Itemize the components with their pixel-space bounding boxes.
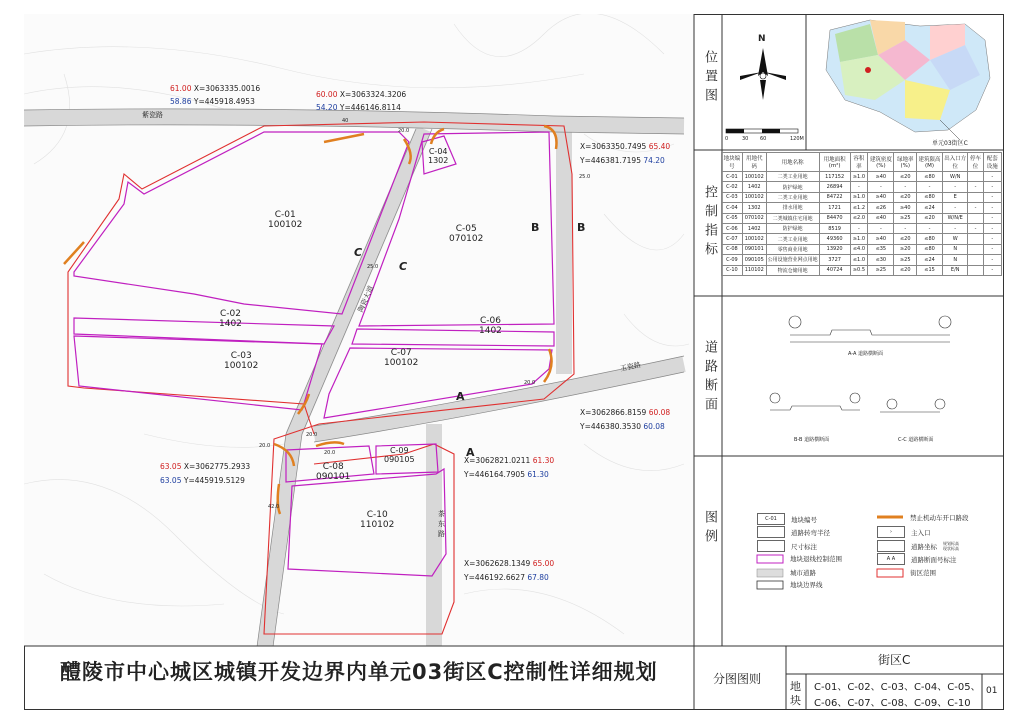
table-cell: C-10 <box>722 265 743 275</box>
table-cell: - <box>850 223 868 233</box>
block-label-c08: C-08 090101 <box>316 462 351 482</box>
table-cell: - <box>850 182 868 192</box>
table-cell: - <box>983 234 1001 244</box>
table-cell: 40724 <box>819 265 850 275</box>
table-cell: 防护绿地 <box>766 182 819 192</box>
table-header-cell: 建筑密度(%) <box>868 153 894 172</box>
table-cell: - <box>983 223 1001 233</box>
table-cell: ≤80 <box>917 172 943 182</box>
dim-label: 40 <box>342 118 349 124</box>
table-cell: ≥20 <box>894 244 917 254</box>
table-cell: W/N/E <box>942 213 968 223</box>
table-cell: ≤30 <box>868 255 894 265</box>
panel-title-location: 位置图 <box>702 50 717 107</box>
table-cell <box>968 213 983 223</box>
table-cell: 防护绿地 <box>766 223 819 233</box>
table-cell: 零售商业用地 <box>766 244 819 254</box>
coord-label-1: 61.00 X=3063335.0016 58.86 Y=445918.4953 <box>170 84 261 106</box>
block-label-c03: C-03 100102 <box>224 351 259 371</box>
table-row <box>722 203 1002 213</box>
table-cell: 公用设施营业网点用地 <box>766 255 819 265</box>
coord-label-6: 63.05 X=3062775.2933 63.05 Y=445919.5129 <box>160 462 251 485</box>
table-cell: ≤24 <box>917 203 943 213</box>
table-cell: 排水用地 <box>766 203 819 213</box>
table-cell: N <box>942 244 968 254</box>
table-cell: - <box>917 223 943 233</box>
table-header-cell: 绿地率(%) <box>894 153 917 172</box>
table-cell <box>968 234 983 244</box>
table-cell: - <box>942 203 968 213</box>
table-header-cell: 用地面积(m²) <box>819 153 850 172</box>
table-cell: W <box>942 234 968 244</box>
table-cell: ≤24 <box>917 255 943 265</box>
table-cell: C-02 <box>722 182 743 192</box>
table-cell: 84470 <box>819 213 850 223</box>
table-cell: ≥1.0 <box>850 172 868 182</box>
coord-label-5: X=3062821.0211 61.30 Y=446164.7905 61.30 <box>464 456 555 479</box>
dim-label: 20.0 <box>398 128 410 134</box>
table-cell: ≥1.0 <box>850 192 868 202</box>
table-cell: 8519 <box>819 223 850 233</box>
table-cell: W/N <box>942 172 968 182</box>
coord-label-7: X=3062628.1349 65.00 Y=446192.6627 67.80 <box>464 559 555 582</box>
table-cell: ≤15 <box>917 265 943 275</box>
section-mark-a1: A <box>456 390 465 403</box>
table-cell: C-09 <box>722 255 743 265</box>
block-label-c05: C-05 070102 <box>449 224 484 244</box>
section-caption-bb: B-B 道路横断面 <box>794 437 830 443</box>
table-cell: 13920 <box>819 244 850 254</box>
block-index-line1: C-01、C-02、C-03、C-04、C-05、 <box>814 682 981 693</box>
table-cell: ≥40 <box>868 234 894 244</box>
table-cell: - <box>942 182 968 192</box>
section-mark-c1: C <box>354 246 363 259</box>
table-cell: C-05 <box>722 213 743 223</box>
coord-label-3: X=3063350.7495 65.40 Y=446381.7195 74.20 <box>580 142 671 165</box>
legend-item: 禁止机动车开口路段 <box>910 514 969 522</box>
table-cell: ≤2.0 <box>850 213 868 223</box>
table-cell: - <box>917 182 943 192</box>
dim-label: 20.0 <box>524 380 536 386</box>
table-cell: - <box>868 182 894 192</box>
table-cell: ≥40 <box>868 192 894 202</box>
table-cell: 物流仓储用地 <box>766 265 819 275</box>
section-mark-a2: A <box>466 446 475 459</box>
table-cell: - <box>983 255 1001 265</box>
legend-item: 街区范围 <box>910 569 936 577</box>
table-row <box>722 234 1002 244</box>
table-cell: - <box>968 223 983 233</box>
block-label-c09: C-09 090105 <box>384 446 415 464</box>
table-cell: ≤35 <box>868 244 894 254</box>
table-cell: ≥25 <box>868 265 894 275</box>
table-cell: ≤20 <box>894 192 917 202</box>
table-cell: 090101 <box>742 244 766 254</box>
table-row <box>722 255 1002 265</box>
legend-item: C-01 地块编号 <box>757 513 817 525</box>
table-header-cell: 出入口方位 <box>942 153 968 172</box>
table-cell: - <box>968 203 983 213</box>
table-cell: ≤20 <box>917 213 943 223</box>
table-cell: - <box>983 244 1001 254</box>
table-header-cell: 用地代码 <box>742 153 766 172</box>
sheet-number: 01 <box>986 686 998 696</box>
table-cell: N <box>942 255 968 265</box>
control-table-header <box>722 153 1002 172</box>
table-cell: C-04 <box>722 203 743 213</box>
table-cell: 二类工业用地 <box>766 172 819 182</box>
table-cell <box>968 265 983 275</box>
table-cell: - <box>983 182 1001 192</box>
table-row <box>722 265 1002 275</box>
block-label-c10: C-10 110102 <box>360 510 395 530</box>
table-cell: E <box>942 192 968 202</box>
table-cell: C-08 <box>722 244 743 254</box>
table-cell: ≥40 <box>868 172 894 182</box>
table-cell: 26894 <box>819 182 850 192</box>
table-cell: ≤26 <box>868 203 894 213</box>
table-cell: ≥0.5 <box>850 265 868 275</box>
table-cell: C-06 <box>722 223 743 233</box>
scale-tick: 120M <box>790 136 804 142</box>
table-cell: - <box>983 203 1001 213</box>
table-header-cell: 停车位 <box>968 153 983 172</box>
table-cell: ≥25 <box>894 213 917 223</box>
panel-title-legend: 图例 <box>702 510 717 548</box>
table-row <box>722 192 1002 202</box>
table-cell: ≥25 <box>894 255 917 265</box>
scale-bar <box>726 129 798 133</box>
table-header-cell: 用地名称 <box>766 153 819 172</box>
table-cell: 100102 <box>742 192 766 202</box>
legend-item: 地块退线控制范围 <box>790 555 842 563</box>
panel-title-control: 控制指标 <box>702 185 717 261</box>
dim-label: 20.0 <box>259 443 271 449</box>
table-cell <box>968 172 983 182</box>
table-cell: - <box>868 223 894 233</box>
table-row <box>722 223 1002 233</box>
road-section-sketches <box>770 316 951 412</box>
road-name-chadong: 茶东路 <box>438 510 445 538</box>
table-cell: 3727 <box>819 255 850 265</box>
control-table <box>721 152 1002 276</box>
table-cell: C-01 <box>722 172 743 182</box>
index-map-label: 分图图则 <box>713 672 762 686</box>
block-index-left: 地块 <box>790 680 801 707</box>
table-cell: 100102 <box>742 172 766 182</box>
table-cell <box>968 244 983 254</box>
table-cell: C-07 <box>722 234 743 244</box>
table-cell: ≤80 <box>917 192 943 202</box>
table-cell: 二类工业用地 <box>766 192 819 202</box>
section-mark-b1: B <box>531 221 540 234</box>
table-cell: ≤1.0 <box>850 255 868 265</box>
table-cell <box>968 192 983 202</box>
table-cell: 二类城镇住宅用地 <box>766 213 819 223</box>
legend-item: A A 道路断面号标注 <box>877 553 957 565</box>
scale-tick: 60 <box>760 136 767 142</box>
plan-title: 醴陵市中心城区城镇开发边界内单元03街区C控制性详细规划 <box>60 660 658 684</box>
dim-label: 25.0 <box>367 264 379 270</box>
legend-item: 城市道路 <box>790 569 816 577</box>
table-cell: 070102 <box>742 213 766 223</box>
table-cell: 110102 <box>742 265 766 275</box>
table-cell: ≤1.2 <box>850 203 868 213</box>
dim-label: 25.0 <box>579 174 591 180</box>
scale-tick: 0 <box>725 136 729 142</box>
block-index-header: 街区C <box>878 653 911 667</box>
table-header-cell: 建筑限高(M) <box>917 153 943 172</box>
table-cell: 100102 <box>742 234 766 244</box>
table-cell: E/N <box>942 265 968 275</box>
table-cell: ≤40 <box>868 213 894 223</box>
location-minimap <box>826 20 990 140</box>
table-cell: ≤20 <box>894 265 917 275</box>
table-cell: - <box>983 265 1001 275</box>
table-cell: ≤20 <box>894 234 917 244</box>
legend-item: 道路转弯半径 <box>757 526 830 538</box>
table-cell: 二类工业用地 <box>766 234 819 244</box>
panel-title-road-section: 道路断面 <box>702 340 717 416</box>
table-cell: ≤80 <box>917 234 943 244</box>
table-cell: - <box>983 192 1001 202</box>
table-cell: 117152 <box>819 172 850 182</box>
legend-item: 地块边界线 <box>790 581 823 589</box>
legend-item: 道路坐标 规划标高 现状标高 <box>877 540 959 552</box>
section-mark-b2: B <box>577 221 586 234</box>
table-cell: ≤20 <box>894 172 917 182</box>
table-row <box>722 213 1002 223</box>
table-cell: 1302 <box>742 203 766 213</box>
table-cell: - <box>983 172 1001 182</box>
block-label-c04: C-04 1302 <box>428 147 449 165</box>
table-row <box>722 244 1002 254</box>
block-label-c01: C-01 100102 <box>268 210 303 230</box>
road-name-taoci: 陶瓷大道 <box>356 284 376 314</box>
dim-label: 20.0 <box>324 450 336 456</box>
table-cell: ≥1.0 <box>850 234 868 244</box>
table-cell: ≤80 <box>917 244 943 254</box>
table-cell: - <box>968 182 983 192</box>
table-cell: 1402 <box>742 223 766 233</box>
coord-label-4: X=3062866.8159 60.08 Y=446380.3530 60.08 <box>580 408 671 431</box>
table-row <box>722 182 1002 192</box>
table-cell: C-03 <box>722 192 743 202</box>
table-cell <box>968 255 983 265</box>
legend-item: 尺寸标注 <box>757 540 817 552</box>
minimap-label: 单元03街区C <box>932 140 968 147</box>
table-row <box>722 172 1002 182</box>
block-label-c06: C-06 1402 <box>479 316 502 336</box>
scale-tick: 30 <box>742 136 749 142</box>
table-cell: ≤4.0 <box>850 244 868 254</box>
table-header-cell: 配套设施 <box>983 153 1001 172</box>
coord-label-2: 60.00 X=3063324.3206 54.20 Y=446146.8114 <box>316 90 407 112</box>
dim-label: 20.0 <box>306 432 318 438</box>
section-mark-c2: C <box>399 260 408 273</box>
section-caption-cc: C-C 道路横断面 <box>898 437 934 443</box>
table-cell: 84722 <box>819 192 850 202</box>
table-cell: 1402 <box>742 182 766 192</box>
table-cell: - <box>983 213 1001 223</box>
dim-label: 42.0 <box>268 504 280 510</box>
table-header-cell: 地块编号 <box>722 153 743 172</box>
road-name-yuci: 玉瓷路 <box>619 360 642 374</box>
table-cell: - <box>894 182 917 192</box>
table-cell: 090105 <box>742 255 766 265</box>
north-label: N <box>758 34 766 44</box>
table-cell: 49360 <box>819 234 850 244</box>
table-cell: ≥40 <box>894 203 917 213</box>
legend-item: › 主入口 <box>877 526 931 538</box>
table-header-cell: 容积率 <box>850 153 868 172</box>
block-label-c02: C-02 1402 <box>219 309 242 329</box>
table-cell: - <box>942 223 968 233</box>
section-caption-aa: A-A 道路横断面 <box>848 351 884 357</box>
table-cell: - <box>894 223 917 233</box>
block-label-c07: C-07 100102 <box>384 348 419 368</box>
north-arrow <box>740 48 786 100</box>
road-name-ziciru: 紫瓷路 <box>142 111 163 119</box>
table-cell: 1721 <box>819 203 850 213</box>
block-index-line2: C-06、C-07、C-08、C-09、C-10 <box>814 698 971 709</box>
